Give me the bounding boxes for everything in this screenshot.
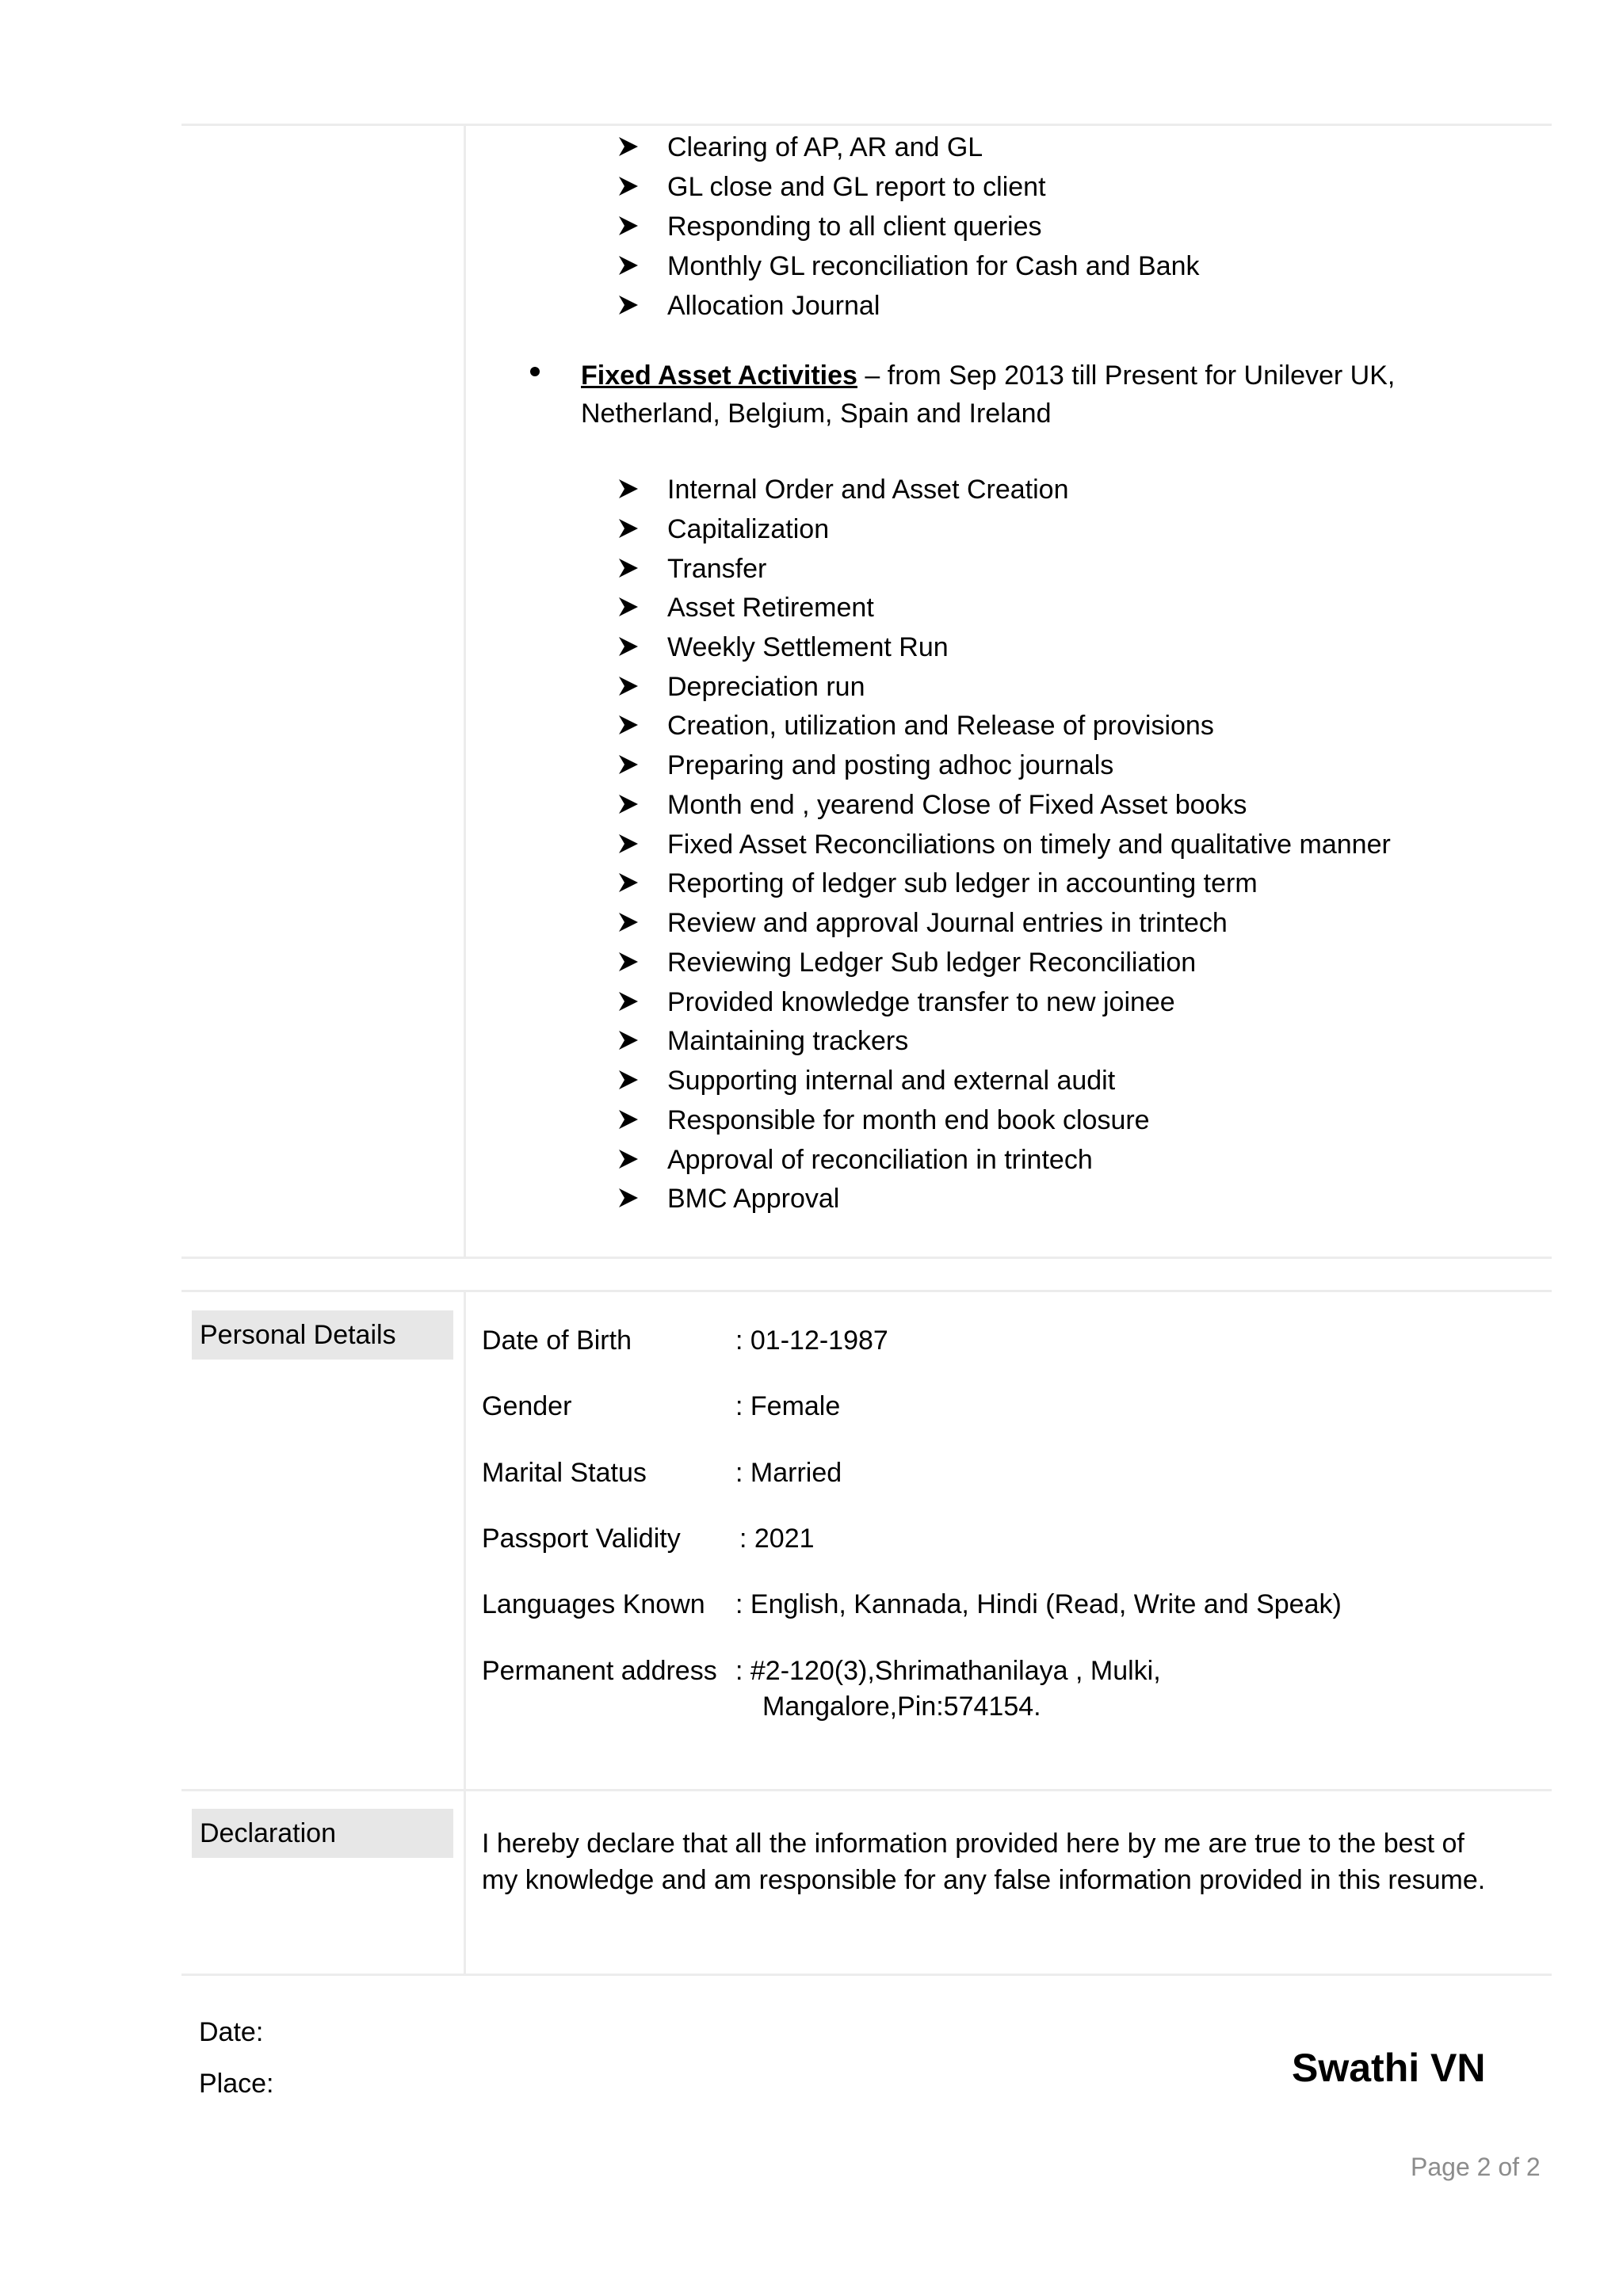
table-rule [181,1290,1552,1292]
table-rule [181,124,1552,126]
arrow-bullet-icon [617,713,640,737]
arrow-bullet-icon [617,1068,640,1092]
languages-known-value: : English, Kannada, Hindi (Read, Write and Speak) [735,1589,1342,1619]
list-item: Creation, utilization and Release of provisions [667,711,1214,741]
arrow-bullet-icon [617,135,640,158]
arrow-bullet-icon [617,832,640,856]
list-item: Review and approval Journal entries in trintech [667,908,1228,938]
fixed-asset-period: – from Sep 2013 till Present for Unilever UK, [857,360,1396,391]
arrow-bullet-icon [617,556,640,580]
list-item: Preparing and posting adhoc journals [667,750,1114,780]
bullet-icon [530,367,540,376]
list-item: Asset Retirement [667,593,874,623]
dob-label: Date of Birth [482,1325,632,1356]
marital-status-label: Marital Status [482,1458,647,1488]
list-item: Monthly GL reconciliation for Cash and Bank [667,251,1200,281]
arrow-bullet-icon [617,1108,640,1131]
place-label: Place: [199,2069,274,2099]
list-item: Reporting of ledger sub ledger in accounting term [667,868,1258,898]
arrow-bullet-icon [617,595,640,619]
arrow-bullet-icon [617,517,640,540]
arrow-bullet-icon [617,674,640,698]
list-item: Reviewing Ledger Sub ledger Reconciliation [667,948,1197,978]
table-rule [181,1257,1552,1259]
arrow-bullet-icon [617,635,640,658]
permanent-address-line2: Mangalore,Pin:574154. [762,1691,1041,1722]
languages-known-label: Languages Known [482,1589,705,1619]
personal-details-label: Personal Details [192,1310,453,1360]
arrow-bullet-icon [617,753,640,776]
list-item: Fixed Asset Reconciliations on timely and qualitative manner [667,830,1391,860]
arrow-bullet-icon [617,990,640,1013]
arrow-bullet-icon [617,1028,640,1052]
gender-value: : Female [735,1391,841,1421]
arrow-bullet-icon [617,871,640,894]
arrow-bullet-icon [617,174,640,198]
list-item: Maintaining trackers [667,1026,909,1056]
fixed-asset-heading-line1 [581,360,1395,391]
signature-name: Swathi VN [1292,2046,1486,2090]
marital-status-value: : Married [735,1458,842,1488]
list-item: Depreciation run [667,672,865,702]
arrow-bullet-icon [617,214,640,238]
arrow-bullet-icon [617,1186,640,1210]
declaration-label: Declaration [192,1809,453,1858]
arrow-bullet-icon [617,910,640,934]
list-item: Transfer [667,554,767,584]
gender-label: Gender [482,1391,572,1421]
arrow-bullet-icon [617,950,640,974]
table-rule [181,1789,1552,1791]
table-rule [181,1974,1552,1976]
list-item: Responding to all client queries [667,212,1042,242]
fixed-asset-heading-line2: Netherland, Belgium, Spain and Ireland [581,399,1052,429]
list-item: Month end , yearend Close of Fixed Asset books [667,790,1247,820]
permanent-address-line1: : #2-120(3),Shrimathanilaya , Mulki, [735,1656,1161,1686]
arrow-bullet-icon [617,1147,640,1171]
list-item: Clearing of AP, AR and GL [667,132,983,162]
dob-value: : 01-12-1987 [735,1325,888,1356]
list-item: Internal Order and Asset Creation [667,475,1069,505]
list-item: BMC Approval [667,1184,840,1214]
list-item: Capitalization [667,514,830,544]
arrow-bullet-icon [617,254,640,277]
declaration-text-line1: I hereby declare that all the information provided here by me are true to the best of [482,1829,1465,1859]
passport-validity-label: Passport Validity [482,1524,681,1554]
fixed-asset-title: Fixed Asset Activities [581,360,857,391]
passport-validity-value: : 2021 [739,1524,815,1554]
column-divider [464,124,466,1258]
list-item: Responsible for month end book closure [667,1105,1150,1135]
declaration-text-line2: my knowledge and am responsible for any false information provided in this resume. [482,1865,1486,1895]
column-divider [464,1290,466,1974]
list-item: Approval of reconciliation in trintech [667,1145,1093,1175]
list-item: GL close and GL report to client [667,172,1046,202]
list-item: Allocation Journal [667,291,880,321]
list-item: Weekly Settlement Run [667,632,949,662]
date-label: Date: [199,2017,264,2047]
list-item: Supporting internal and external audit [667,1066,1116,1096]
arrow-bullet-icon [617,477,640,501]
arrow-bullet-icon [617,293,640,317]
page-number: Page 2 of 2 [1411,2153,1541,2181]
list-item: Provided knowledge transfer to new joinee [667,987,1175,1017]
arrow-bullet-icon [617,792,640,816]
permanent-address-label: Permanent address [482,1656,717,1686]
